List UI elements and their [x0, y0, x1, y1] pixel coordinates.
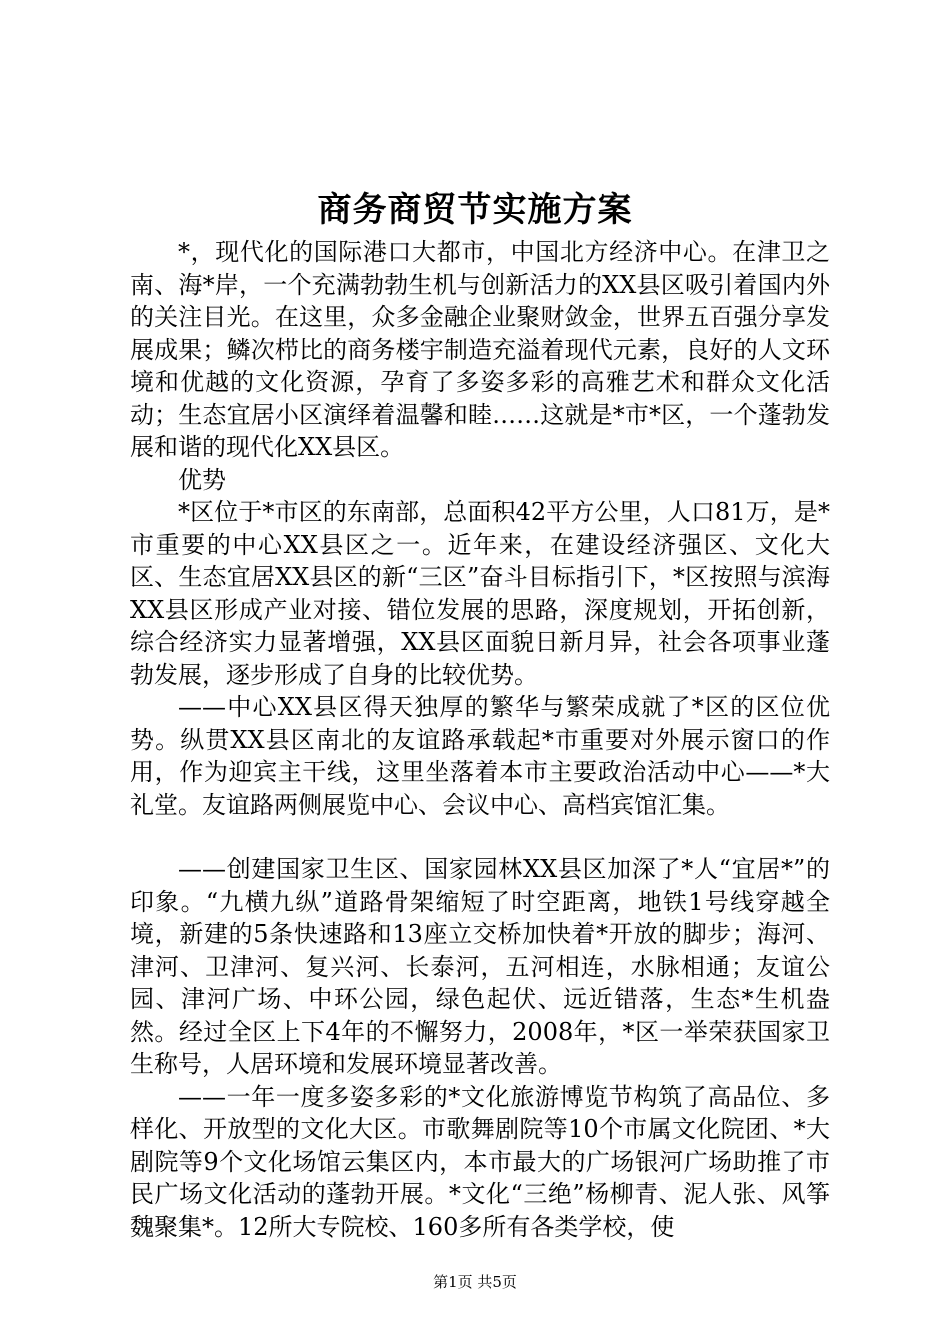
paragraph-livable-environment: ——创建国家卫生区、国家园林XX县区加深了*人“宜居*”的印象。“九横九纵”道路骨架缩短了时空距离，地铁1号线穿越全境，新建的5条快速路和13座立交桥加快着*开放的脚步；海河、津河、卫津河、复兴河、长泰河，五河相连，水脉相通；友谊公园、津河广场、中环公园，绿色起伏、远近错落，生态*生机盎然。经过全区上下4年的不懈努力，2008年，*区一举荣获国家卫生称号，人居环境和发展环境显著改善。 [130, 855, 830, 1078]
section-heading-advantages: 优势 [178, 465, 226, 494]
paragraph-overview: *区位于*市区的东南部，总面积42平方公里，人口81万，是*市重要的中心XX县区之一。近年来，在建设经济强区、文化大区、生态宜居XX县区的新“三区”奋斗目标指引下，*区按照与滨海XX县区形成产业对接、错位发展的思路，深度规划，开拓创新，综合经济实力显著增强，XX县区面貌日新月异，社会各项事业蓬勃发展，逐步形成了自身的比较优势。 [130, 498, 830, 689]
paragraph-culture: ——一年一度多姿多彩的*文化旅游博览节构筑了高品位、多样化、开放型的文化大区。市歌舞剧院等10个市属文化院团、*大剧院等9个文化场馆云集区内，本市最大的广场银河广场助推了市民广场文化活动的蓬勃开展。*文化“三绝”杨柳青、泥人张、风筝魏聚集*。12所大专院校、160多所有各类学校，使 [130, 1082, 830, 1241]
paragraph-intro: *，现代化的国际港口大都市，中国北方经济中心。在津卫之南、海*岸，一个充满勃勃生机与创新活力的XX县区吸引着国内外的关注目光。在这里，众多金融企业聚财敛金，世界五百强分享发展成果；鳞次栉比的商务楼宇制造充溢着现代元素，良好的人文环境和优越的文化资源，孕育了多姿多彩的高雅艺术和群众文化活动；生态宜居小区演绎着温馨和睦……这就是*市*区，一个蓬勃发展和谐的现代化XX县区。 [130, 238, 830, 461]
paragraph-location-advantage: ——中心XX县区得天独厚的繁华与繁荣成就了*区的区位优势。纵贯XX县区南北的友谊路承载起*市重要对外展示窗口的作用，作为迎宾主干线，这里坐落着本市主要政治活动中心——*大礼堂。友谊路两侧展览中心、会议中心、高档宾馆汇集。 [130, 693, 830, 819]
page-number-footer: 第1页 共5页 [433, 1273, 517, 1291]
document-title: 商务商贸节实施方案 [317, 190, 633, 230]
document-body [130, 236, 830, 1243]
